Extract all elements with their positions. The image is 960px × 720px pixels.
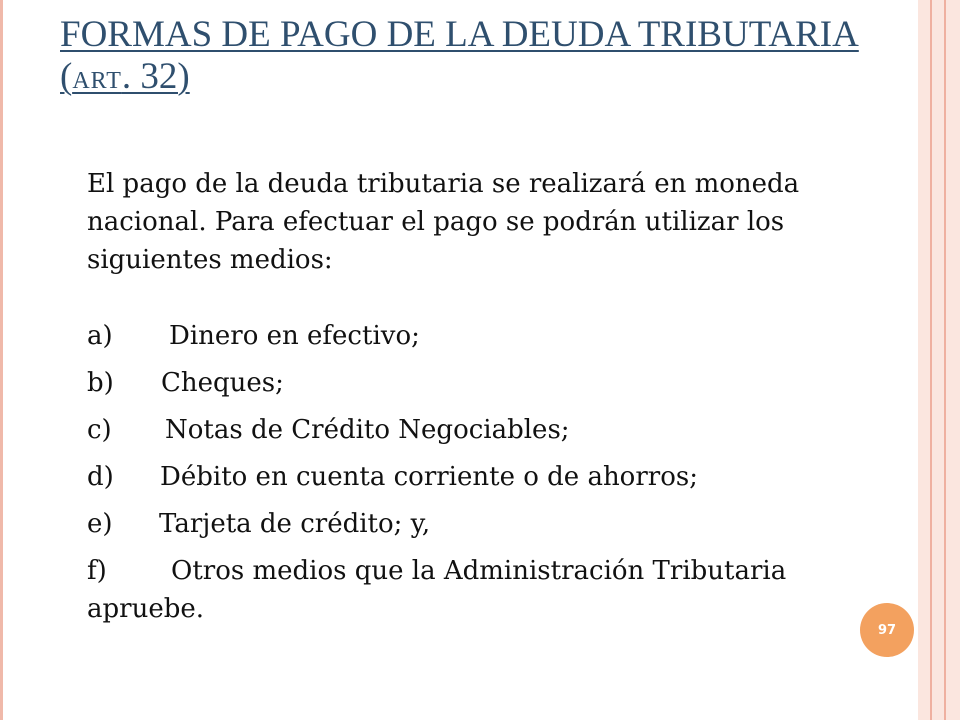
list-item-text: Otros medios que la Administración Tributaria apruebe. (87, 556, 787, 624)
title-end-text: . 32) (121, 56, 190, 97)
list-item (87, 411, 847, 449)
list-item-text: Cheques; (161, 368, 284, 398)
list-item (87, 317, 847, 355)
right-border-line (944, 0, 946, 720)
list-marker: f) (87, 556, 107, 586)
list-marker: b) (87, 368, 114, 398)
intro-paragraph: El pago de la deuda tributaria se realizará en moneda nacional. Para efectuar el pago se podrán utilizar los siguientes medios: (87, 169, 800, 275)
title-small-caps: ART (72, 68, 122, 94)
page-number: 97 (877, 622, 897, 638)
list-marker: d) (87, 462, 114, 492)
list-marker: e) (87, 509, 113, 539)
right-side-band (918, 0, 960, 720)
list-marker: a) (87, 321, 113, 351)
right-border-line (930, 0, 932, 720)
list-item-text: Débito en cuenta corriente o de ahorros; (160, 462, 698, 492)
list-item (87, 458, 847, 496)
slide-body (87, 165, 847, 628)
left-border (0, 0, 3, 720)
list-item (87, 364, 847, 402)
list-item (87, 505, 847, 543)
payment-methods-list (87, 317, 847, 628)
title-main-text: FORMAS DE PAGO DE LA DEUDA TRIBUTARIA ( (60, 14, 859, 97)
slide-title (60, 14, 860, 102)
list-marker: c) (87, 415, 112, 445)
list-item-text: Notas de Crédito Negociables; (165, 415, 570, 445)
list-item (87, 552, 847, 628)
list-item-text: Tarjeta de crédito; y, (159, 509, 431, 539)
page-number-badge (860, 603, 914, 657)
list-item-text: Dinero en efectivo; (169, 321, 420, 351)
